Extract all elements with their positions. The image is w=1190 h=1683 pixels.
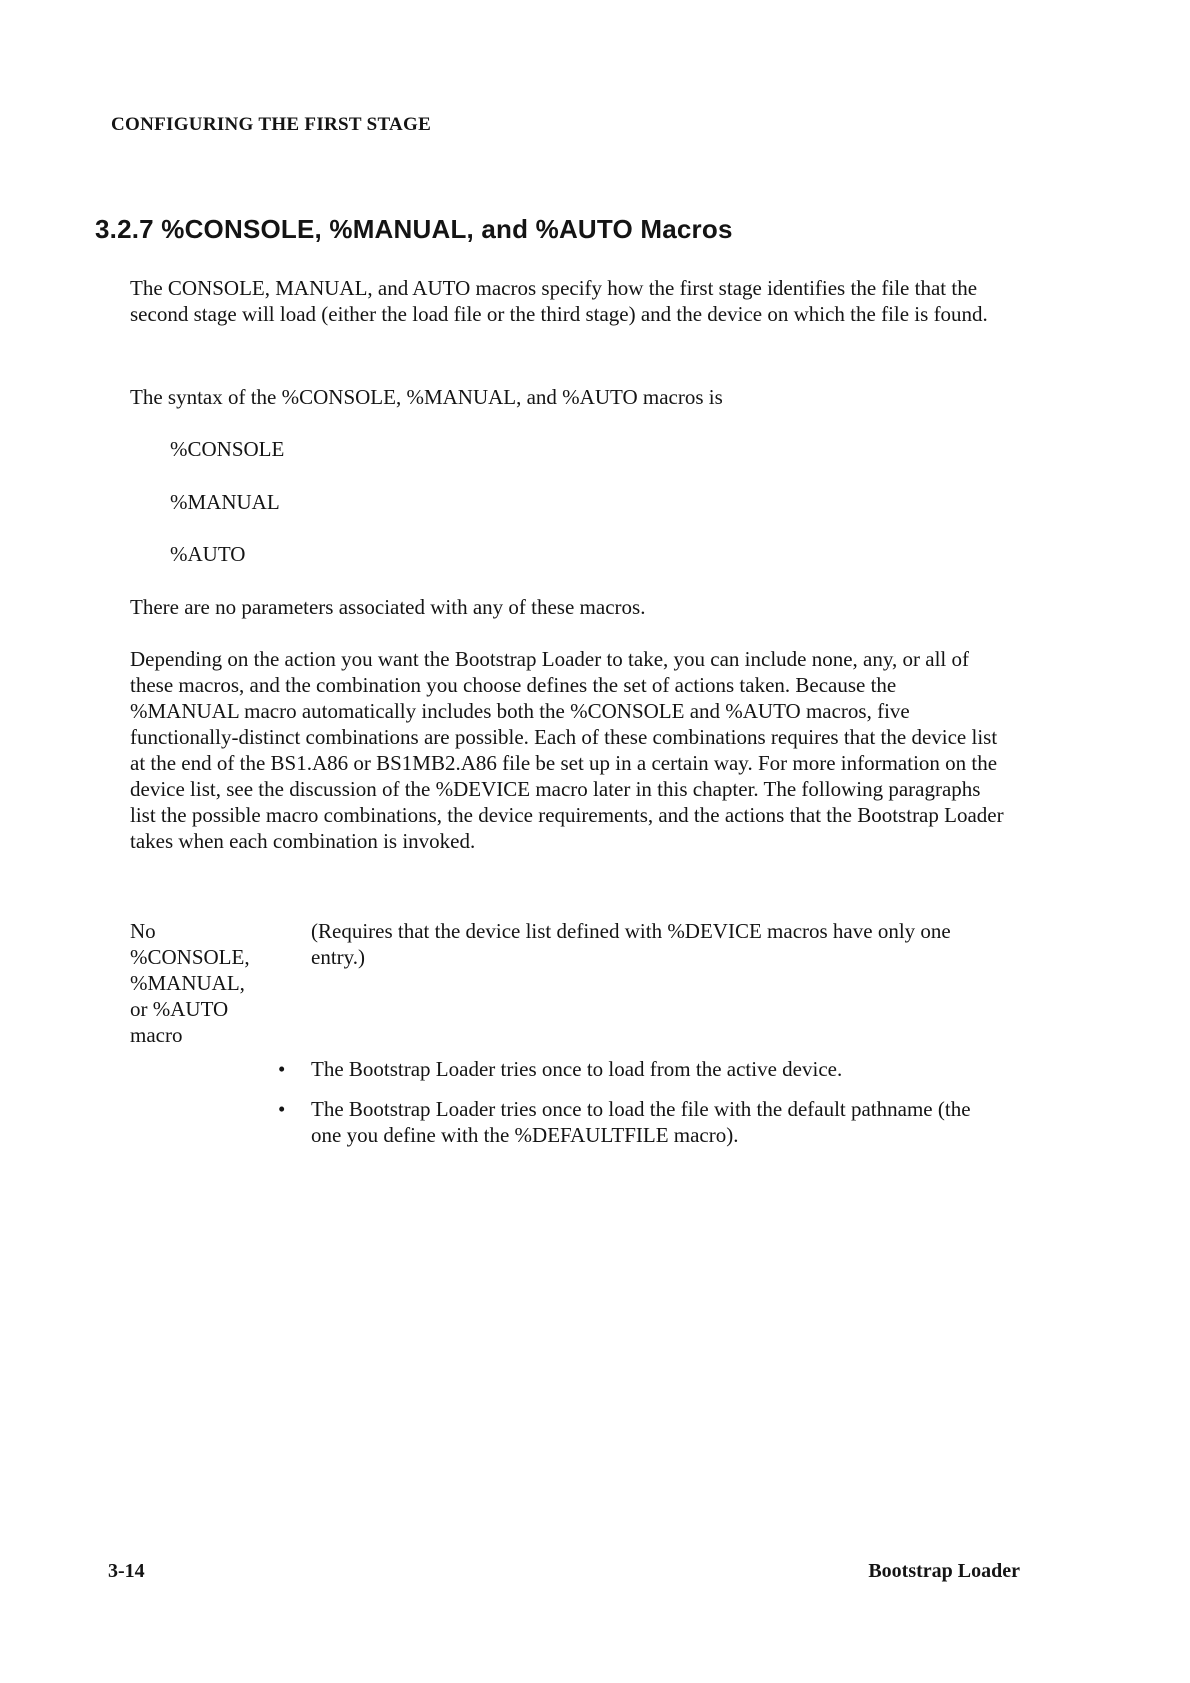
term-line: macro bbox=[130, 1023, 183, 1047]
syntax-console-line: %CONSOLE bbox=[170, 437, 285, 461]
intro-paragraph: The CONSOLE, MANUAL, and AUTO macros specify how the first stage identifies the file that the second stage will load (either the load file or the third stage) and the device on which the file is found. bbox=[130, 276, 988, 326]
bullet-text: The Bootstrap Loader tries once to load from the active device. bbox=[311, 1057, 843, 1081]
term-line: %CONSOLE, bbox=[130, 945, 250, 969]
combination-description: (Requires that the device list defined with %DEVICE macros have only one entry.) bbox=[311, 919, 951, 969]
combination-term bbox=[130, 918, 290, 1048]
bullet-icon: • bbox=[278, 1097, 286, 1121]
bullet-text: The Bootstrap Loader tries once to load the file with the default pathname (the one you define with the %DEFAULTFILE macro). bbox=[311, 1097, 971, 1147]
list-item bbox=[278, 1096, 991, 1148]
syntax-auto-line: %AUTO bbox=[170, 542, 246, 566]
term-line: %MANUAL, bbox=[130, 971, 245, 995]
syntax-manual-line: %MANUAL bbox=[170, 490, 280, 514]
combinations-paragraph: Depending on the action you want the Bootstrap Loader to take, you can include none, any, or all of these macros, and the combination you choose defines the set of actions taken. Because the %MANUAL macro automatically includes both the %CONSOLE and %AUTO macros, five functionally-distinct combinations are possible. Each of these combinations requires that the device list at the end of the BS1.A86 or BS1MB2.A86 file be set up in a certain way. For more information on the device list, see the discussion of the %DEVICE macro later in this chapter. The following paragraphs list the possible macro combinations, the device requirements, and the actions that the Bootstrap Loader takes when each combination is invoked. bbox=[130, 647, 1004, 853]
page-number: 3-14 bbox=[108, 1560, 145, 1582]
bullet-icon: • bbox=[278, 1057, 286, 1081]
syntax-intro-paragraph: The syntax of the %CONSOLE, %MANUAL, and %AUTO macros is bbox=[130, 385, 723, 409]
term-line: No bbox=[130, 919, 156, 943]
footer-book-title: Bootstrap Loader bbox=[868, 1560, 1020, 1582]
combination-actions-list bbox=[278, 1056, 991, 1162]
term-line: or %AUTO bbox=[130, 997, 229, 1021]
section-title: 3.2.7 %CONSOLE, %MANUAL, and %AUTO Macros bbox=[95, 214, 733, 244]
no-parameters-paragraph: There are no parameters associated with any of these macros. bbox=[130, 595, 646, 619]
list-item bbox=[278, 1056, 991, 1082]
running-header: CONFIGURING THE FIRST STAGE bbox=[111, 114, 432, 135]
